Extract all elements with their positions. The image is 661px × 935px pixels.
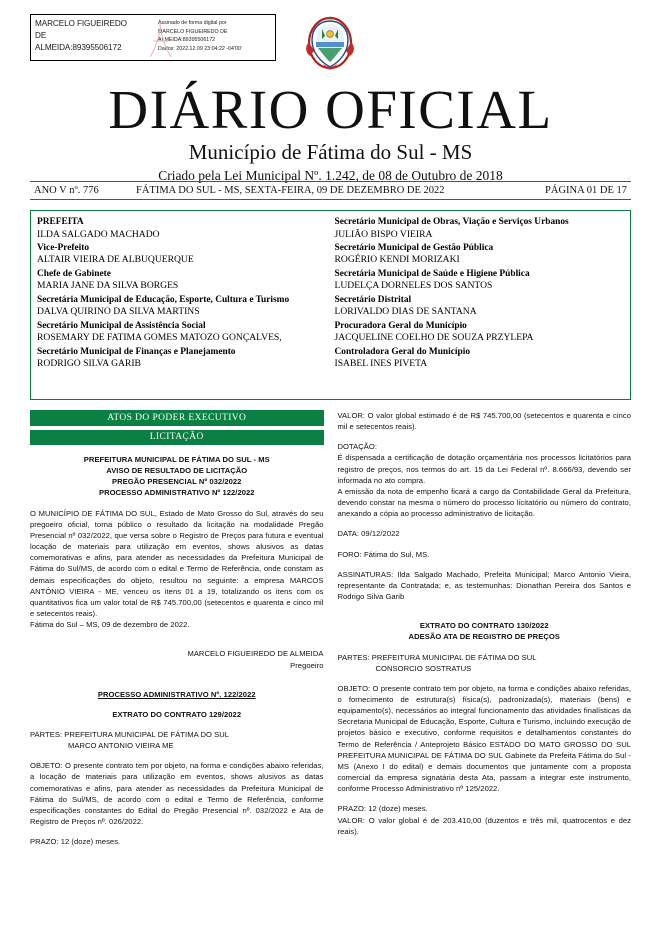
dotacao-paragraph-1: É dispensada a certificação de dotação orçamentária nos processos licitatórios para registro de preços, nos termos do art. 15 da Lei Federal nº. 8.666/93, devendo ser informada no ato compra. bbox=[337, 453, 631, 485]
assinaturas-block bbox=[338, 569, 632, 602]
gazette-municipality: Município de Fátima do Sul - MS bbox=[188, 140, 473, 164]
bid-result-place-date: Fátima do Sul – MS, 09 de dezembro de 2022. bbox=[30, 620, 190, 630]
body-columns bbox=[30, 410, 631, 925]
official-name: JULIÃO BISPO VIEIRA bbox=[334, 228, 433, 240]
contract-129-heading-block bbox=[30, 709, 324, 720]
official-role: Vice-Prefeito bbox=[37, 242, 90, 253]
signature-detail-line-3: ALMEIDA:89395506172 bbox=[158, 37, 216, 44]
process-heading-block bbox=[30, 689, 324, 700]
dotacao-label: DOTAÇÃO: bbox=[337, 442, 377, 452]
official-name: ILDA SALGADO MACHADO bbox=[37, 228, 160, 240]
official-role: Chefe de Gabinete bbox=[37, 268, 111, 279]
official-role: Secretário Municipal de Gestão Pública bbox=[334, 242, 494, 253]
contract-130-valor-text: VALOR: O valor global é de 203.410,00 (duzentos e três mil, quatrocentos e dez reais). bbox=[337, 815, 631, 836]
bid-heading-line-2: AVISO DE RESULTADO DE LICITAÇÃO bbox=[106, 466, 248, 476]
issue-place-date: FÁTIMA DO SUL - MS, SEXTA-FEIRA, 09 DE DEZEMBRO DE 2022 bbox=[136, 185, 445, 196]
issue-page-number: PÁGINA 01 DE 17 bbox=[545, 185, 627, 196]
contract-130-prazo bbox=[338, 803, 632, 836]
bid-result-text: O MUNICÍPIO DE FÁTIMA DO SUL, Estado de Mato Grosso do Sul, através do seu pregoeiro oficial, torna público o resultado da licitação na modalidade Pregão Presencial nº 032/2022, que versa sobre o Registro de Preços para futura e eventual locação de materiais para utilização em eventos, shows alusivos as datas comemorativas e afins, para atender as necessidades da Prefeitura Municipal de Fátima do Sul/MS, de acordo com o edital e Termo de Referência, onde constam as demais especificações do objeto, resultou no seguinte: a empresa MARCOS ANTÔNIO VIEIRA - ME, venceu os itens 01 a 19, totalizando os itens com os quantitativos fica um valor total de R$ 745.700,00 (setecentos e quarenta e cinco mil e setecentos reais). bbox=[30, 508, 324, 619]
contract-130-heading-line-1: EXTRATO DO CONTRATO 130/2022 bbox=[419, 621, 549, 631]
official-name: ROGÉRIO KENDI MORIZAKI bbox=[334, 254, 460, 266]
contract-130-parties-line-1: PARTES: PREFEITURA MUNICIPAL DE FÁTIMA DO SUL bbox=[337, 652, 537, 662]
foro-block bbox=[338, 549, 632, 560]
bid-result-heading bbox=[30, 454, 324, 499]
signature-name-line-3: ALMEIDA:89395506172 bbox=[35, 42, 122, 52]
official-role: Secretário Municipal de Finanças e Planejamento bbox=[37, 346, 236, 357]
dotacao-block bbox=[338, 441, 632, 519]
official-role: Controladora Geral do Município bbox=[334, 346, 471, 357]
contract-129-object bbox=[30, 760, 324, 827]
assinaturas-text: ASSINATURAS: Ilda Salgado Machado, Prefeita Municipal; Marco Antonio Vieira, representante da Contratada; e, as testemunhas: Dionathan Pereira dos Santos e Rodrigo Silva Garib bbox=[337, 569, 631, 602]
official-name: DALVA QUIRINO DA SILVA MARTINS bbox=[37, 306, 200, 318]
coat-of-arms-icon bbox=[299, 12, 361, 74]
signature-detail-line-1: Assinado de forma digital por bbox=[158, 20, 227, 26]
official-name: ISABEL INES PIVETA bbox=[334, 358, 428, 370]
officials-column-right bbox=[331, 216, 625, 395]
bid-result-body bbox=[30, 508, 324, 631]
signature-details bbox=[154, 15, 275, 60]
signature-signer-name bbox=[31, 15, 154, 60]
official-name: ROSEMARY DE FATIMA GOMES MATOZO GONÇALVES, bbox=[37, 332, 282, 344]
official-name: MARIA JANE DA SILVA BORGES bbox=[37, 280, 179, 292]
valor-block bbox=[338, 410, 632, 432]
pregoeiro-name: MARCELO FIGUEIREDO DE ALMEIDA bbox=[187, 649, 324, 659]
data-block bbox=[338, 528, 632, 539]
bid-heading-line-3: PREGÃO PRESENCIAL Nº 032/2022 bbox=[112, 477, 242, 487]
body-column-right bbox=[338, 410, 632, 925]
contract-130-parties bbox=[338, 652, 632, 674]
official-role: Secretária Municipal de Educação, Esporte, Cultura e Turismo bbox=[37, 294, 290, 305]
signature-name-line-2: DE bbox=[35, 30, 47, 40]
official-role: Secretário Municipal de Assistência Social bbox=[37, 320, 206, 331]
officials-box bbox=[30, 210, 631, 400]
official-name: LORIVALDO DIAS DE SANTANA bbox=[334, 306, 477, 318]
contract-130-heading-line-2: ADESÃO ATA DE REGISTRO DE PREÇOS bbox=[408, 632, 560, 642]
contract-129-parties bbox=[30, 729, 324, 751]
issue-year-number: ANO V nº. 776 bbox=[34, 185, 99, 196]
official-name: RODRIGO SILVA GARIB bbox=[37, 358, 141, 370]
official-role: Procuradora Geral do Município bbox=[334, 320, 467, 331]
data-text: DATA: 09/12/2022 bbox=[337, 529, 400, 539]
bid-heading-line-1: PREFEITURA MUNICIPAL DE FÁTIMA DO SUL - MS bbox=[83, 455, 270, 464]
contract-130-parties-line-2 bbox=[338, 663, 632, 674]
section-header-licitacao: LICITAÇÃO bbox=[30, 430, 324, 446]
official-role: PREFEITA bbox=[37, 217, 84, 227]
contract-129-prazo bbox=[30, 836, 324, 847]
foro-text: FORO: Fátima do Sul, MS. bbox=[337, 549, 430, 559]
official-name: LUDELÇA DORNELES DOS SANTOS bbox=[334, 280, 493, 292]
section-header-atos: ATOS DO PODER EXECUTIVO bbox=[30, 410, 324, 426]
contract-129-prazo-text: PRAZO: 12 (doze) meses. bbox=[30, 837, 121, 847]
body-column-left bbox=[30, 410, 324, 925]
contract-130-object bbox=[338, 683, 632, 795]
contract-130-prazo-text: PRAZO: 12 (doze) meses. bbox=[337, 804, 428, 814]
official-name: ALTAIR VIEIRA DE ALBUQUERQUE bbox=[37, 254, 194, 266]
process-number-heading: PROCESSO ADMINISTRATIVO Nº. 122/2022 bbox=[97, 689, 256, 699]
bid-heading-line-4: PROCESSO ADMINISTRATIVO Nº 122/2022 bbox=[98, 488, 255, 498]
signature-detail-line-2: MARCELO FIGUEIREDO DE bbox=[158, 28, 228, 35]
contract-129-object-text: OBJETO: O presente contrato tem por objeto, na forma e condições abaixo referidas, a locação de materiais para utilização em eventos, shows alusivos as datas comemorativas e afins, para atender as necessidades da Prefeitura Municipal de Fátima do Sul/MS, de acordo com o edital e Termo de Referência, conforme especificações constantes do Edital do Pregão Presencial nº. 032/2022 e Ata de Registro de Preços nº. 026/2022. bbox=[30, 761, 324, 827]
issue-bar bbox=[30, 181, 631, 200]
officials-column-left bbox=[37, 216, 331, 395]
dotacao-paragraph-2: A emissão da nota de empenho ficará a cargo da Contabilidade Geral da Prefeitura, devendo constar na mesma o número do processo licitatório ou número do contrato, anexando a cópia ao processo administrativo de licitação. bbox=[337, 486, 631, 519]
gazette-law-line: Criado pela Lei Municipal Nº. 1.242, de 08 de Outubro de 2018 bbox=[158, 168, 503, 184]
contract-129-heading: EXTRATO DO CONTRATO 129/2022 bbox=[112, 709, 242, 719]
signature-detail-line-4: Dados: 2022.12.09 23:04:22 -04'00' bbox=[158, 45, 242, 52]
official-role: Secretário Distrital bbox=[334, 294, 412, 305]
contract-130-heading-block bbox=[338, 620, 632, 642]
contract-130-object-text: OBJETO: O presente contrato tem por objeto, na forma e condições abaixo referidas, o fornecimento de estrutura(s) física(s), padronizada(s), materiais (bens) e equipamento(s), necessários ao integral funcionamento das atividades finalísticas da Secretaria Municipal de Educação, Esporte, Cultura e Turismo, incluindo execução de projetos básico e executivo, conforme requisitos e detalhamentos constantes do Termo de Referência / Anteprojeto Básico ESTADO DO MATO GROSSO DO SUL PREFEITURA MUNICIPAL DE FÁTIMA DO SUL Gabinete da Prefeita Fátima do Sul - MS (Anexo I do edital) e demais documentos que juntamente com a proposta comercial da empresa signatária desta Ata, passam a integrar este instrumento, conforme Processo Administrativo nº 125/2022. bbox=[337, 683, 631, 794]
gazette-title: DIÁRIO OFICIAL bbox=[108, 79, 553, 140]
contract-129-parties-line-1: PARTES: PREFEITURA MUNICIPAL DE FÁTIMA DO SUL bbox=[30, 729, 230, 739]
signature-name-line-1: MARCELO FIGUEIREDO bbox=[35, 19, 127, 28]
digital-signature-box bbox=[30, 14, 276, 61]
masthead bbox=[0, 79, 661, 184]
official-role: Secretária Municipal de Saúde e Higiene Pública bbox=[334, 268, 530, 279]
bid-signature-block bbox=[30, 648, 324, 670]
official-role: Secretário Municipal de Obras, Viação e Serviços Urbanos bbox=[334, 217, 569, 227]
contract-129-parties-line-2 bbox=[30, 740, 324, 751]
pregoeiro-title: Pregoeiro bbox=[290, 660, 324, 670]
valor-text: VALOR: O valor global estimado é de R$ 745.700,00 (setecentos e quarenta e cinco mil e setecentos reais). bbox=[337, 411, 631, 432]
contract-130-party-name: CONSORCIO SOSTRATUS bbox=[375, 663, 472, 673]
official-name: JACQUELINE COELHO DE SOUZA PRZYLEPA bbox=[334, 332, 534, 344]
contract-129-party-name: MARCO ANTONIO VIEIRA ME bbox=[68, 741, 174, 751]
